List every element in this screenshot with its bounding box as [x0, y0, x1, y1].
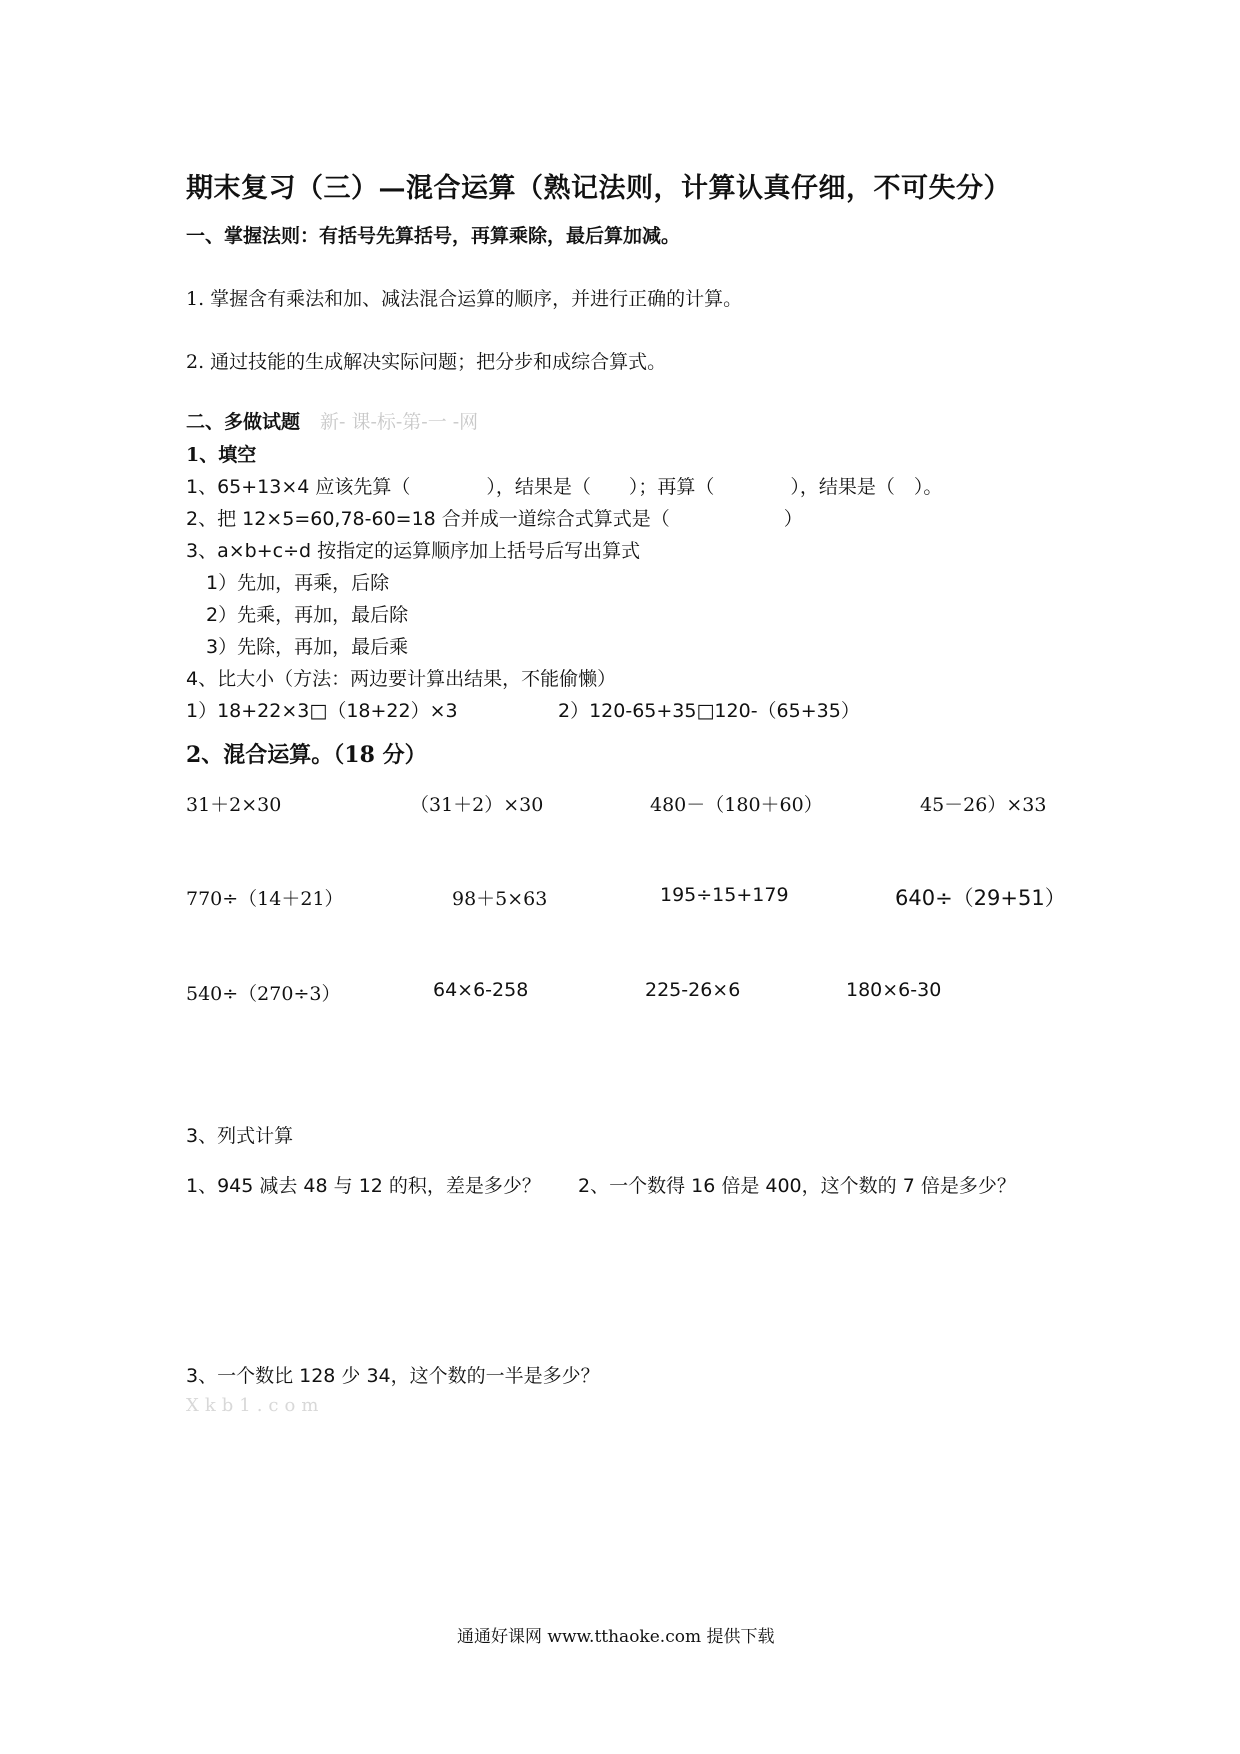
question-3-item-3: 3）先除，再加，最后乘: [206, 636, 409, 658]
expr-r1c1: 31＋2×30: [186, 794, 282, 816]
question-3: 3、a×b+c÷d 按指定的运算顺序加上括号后写出算式: [186, 540, 641, 562]
section2-heading: 二、多做试题: [186, 411, 301, 433]
expr-r1c3: 480－（180＋60）: [650, 794, 823, 816]
word-problem-1: 1、945 减去 48 与 12 的积，差是多少？: [186, 1175, 541, 1197]
question-3-item-2: 2）先乘，再加，最后除: [206, 604, 409, 626]
question-3-item-1: 1）先加，再乘，后除: [206, 572, 390, 594]
expr-r2c4: 640÷（29+51）: [895, 886, 1066, 910]
expr-r2c3: 195÷15+179: [660, 884, 789, 906]
expr-r3c4: 180×6-30: [846, 979, 942, 1001]
fill-heading: 1、填空: [186, 444, 257, 466]
expr-r2c1: 770÷（14＋21）: [186, 888, 344, 910]
mixed-heading: 2、混合运算。（18 分）: [186, 742, 427, 768]
question-4: 4、比大小（方法：两边要计算出结果，不能偷懒）: [186, 668, 617, 690]
section1-heading: 一、掌握法则：有括号先算括号，再算乘除，最后算加减。: [186, 225, 681, 247]
word-heading: 3、列式计算: [186, 1125, 294, 1147]
expr-r3c2: 64×6-258: [433, 979, 529, 1001]
footer-credit: 通通好课网 www.tthaoke.com 提供下载: [457, 1627, 775, 1647]
expr-r3c1: 540÷（270÷3）: [186, 983, 341, 1005]
compare-a: 1）18+22×3□（18+22）×3: [186, 700, 458, 722]
question-2: 2、把 12×5=60,78-60=18 合并成一道综合式算式是（ ）: [186, 508, 803, 530]
expr-r1c4: 45－26）×33: [920, 794, 1047, 816]
question-1: 1、65+13×4 应该先算（ ），结果是（ ）；再算（ ），结果是（ ）。: [186, 476, 943, 498]
word-problem-3: 3、一个数比 128 少 34，这个数的一半是多少？: [186, 1365, 600, 1387]
goal-2: 2. 通过技能的生成解决实际问题；把分步和成综合算式。: [186, 351, 667, 373]
expr-r3c3: 225-26×6: [645, 979, 741, 1001]
watermark-site: Xkb1.com: [186, 1395, 325, 1416]
compare-b: 2）120-65+35□120-（65+35）: [558, 700, 860, 722]
expr-r1c2: （31＋2）×30: [410, 794, 544, 816]
word-problem-2: 2、一个数得 16 倍是 400，这个数的 7 倍是多少？: [578, 1175, 1016, 1197]
watermark-text: 新- 课-标-第-一 -网: [320, 411, 479, 433]
goal-1: 1. 掌握含有乘法和加、减法混合运算的顺序，并进行正确的计算。: [186, 288, 743, 310]
page-title: 期末复习（三）—混合运算（熟记法则，计算认真仔细，不可失分）: [186, 173, 1011, 204]
expr-r2c2: 98＋5×63: [452, 888, 548, 910]
